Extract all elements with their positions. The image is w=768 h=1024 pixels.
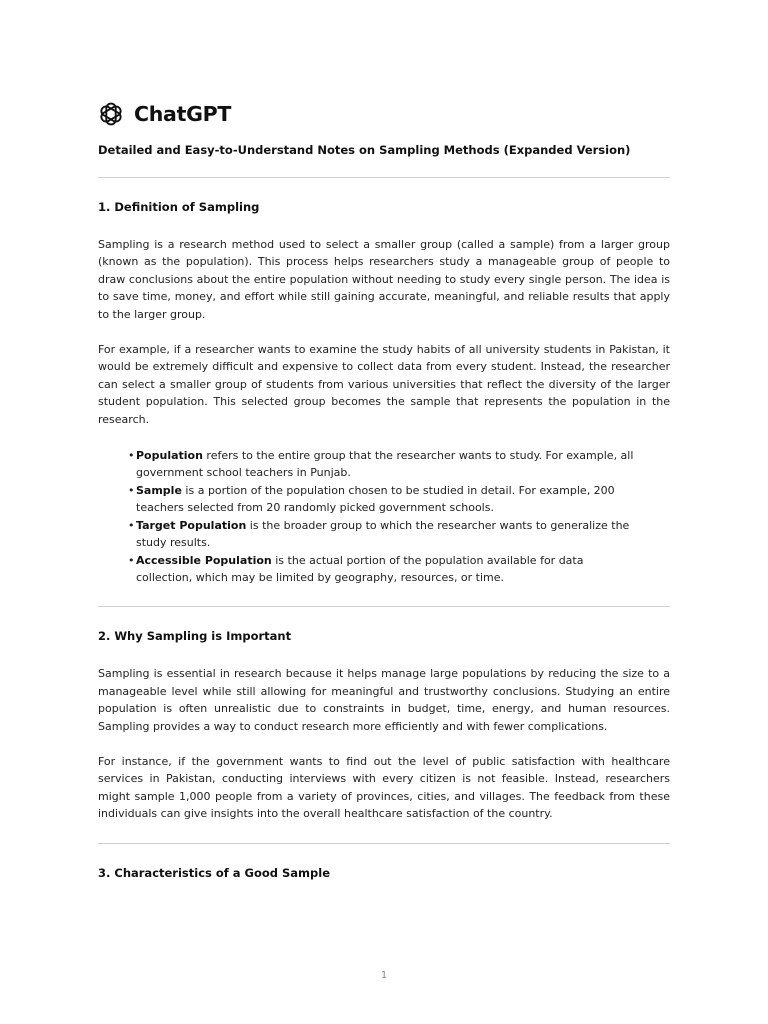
document-page — [98, 98, 670, 881]
section-heading: 1. Definition of Sampling — [98, 200, 260, 214]
section-heading: 3. Characteristics of a Good Sample — [98, 865, 331, 880]
page-number: 1 — [380, 970, 388, 981]
list-item — [128, 482, 641, 517]
section-heading: 2. Why Sampling is Important — [98, 629, 292, 644]
list-item-text: is the broader group to which the researcher wants to generalize the study results. — [136, 518, 630, 550]
list-item-term: Population — [136, 449, 203, 463]
list-item — [128, 447, 641, 482]
list-item-text: is the actual portion of the population available for data collection, which may be limited by geography, resources, or time. — [136, 553, 584, 584]
paragraph: Sampling is essential in research because it helps manage large populations by reducing the size to a manageable level while still allowing for meaningful and trustworthy conclusions. Studying an entire population is often unrealistic due to constraints in budget, time, energy, and human resources. Sampling provides a way to conduct research more efficiently and with fewer complications. — [98, 667, 670, 733]
list-item-term: Accessible Population — [136, 553, 272, 567]
divider — [98, 177, 670, 178]
brand-name: ChatGPT — [134, 102, 232, 126]
list-item-text: refers to the entire group that the researcher wants to study. For example, all government school teachers in Punjab. — [136, 449, 634, 480]
list-item-term: Sample — [136, 483, 182, 497]
definition-list — [98, 447, 670, 586]
list-item — [128, 552, 641, 587]
document-title: Detailed and Easy-to-Understand Notes on Sampling Methods (Expanded Version) — [98, 143, 631, 157]
list-item-term: Target Population — [136, 518, 247, 532]
openai-knot-icon — [98, 101, 124, 127]
list-item — [128, 517, 641, 552]
brand-header — [98, 98, 670, 130]
paragraph: For instance, if the government wants to find out the level of public satisfaction with healthcare services in Pakistan, conducting interviews with every citizen is not feasible. Instead, researchers might sample 1,000 people from a variety of provinces, cities, and villages. The feedback from these individuals can give insights into the overall healthcare satisfaction of the country. — [98, 754, 670, 821]
divider — [98, 843, 670, 844]
list-item-text: is a portion of the population chosen to be studied in detail. For example, 200 teachers selected from 20 randomly picked government schools. — [136, 483, 615, 515]
paragraph: Sampling is a research method used to select a smaller group (called a sample) from a larger group (known as the population). This process helps researchers study a manageable group of people to draw conclusions about the entire population without needing to study every single person. The idea is to save time, money, and effort while still gaining accurate, meaningful, and reliable results that apply to the larger group. — [98, 238, 670, 321]
paragraph: For example, if a researcher wants to examine the study habits of all university students in Pakistan, it would be extremely difficult and expensive to collect data from every student. Instead, the researcher can select a smaller group of students from various universities that reflect the diversity of the larger student population. This selected group becomes the sample that represents the population in the research. — [98, 343, 670, 426]
divider — [98, 606, 670, 607]
